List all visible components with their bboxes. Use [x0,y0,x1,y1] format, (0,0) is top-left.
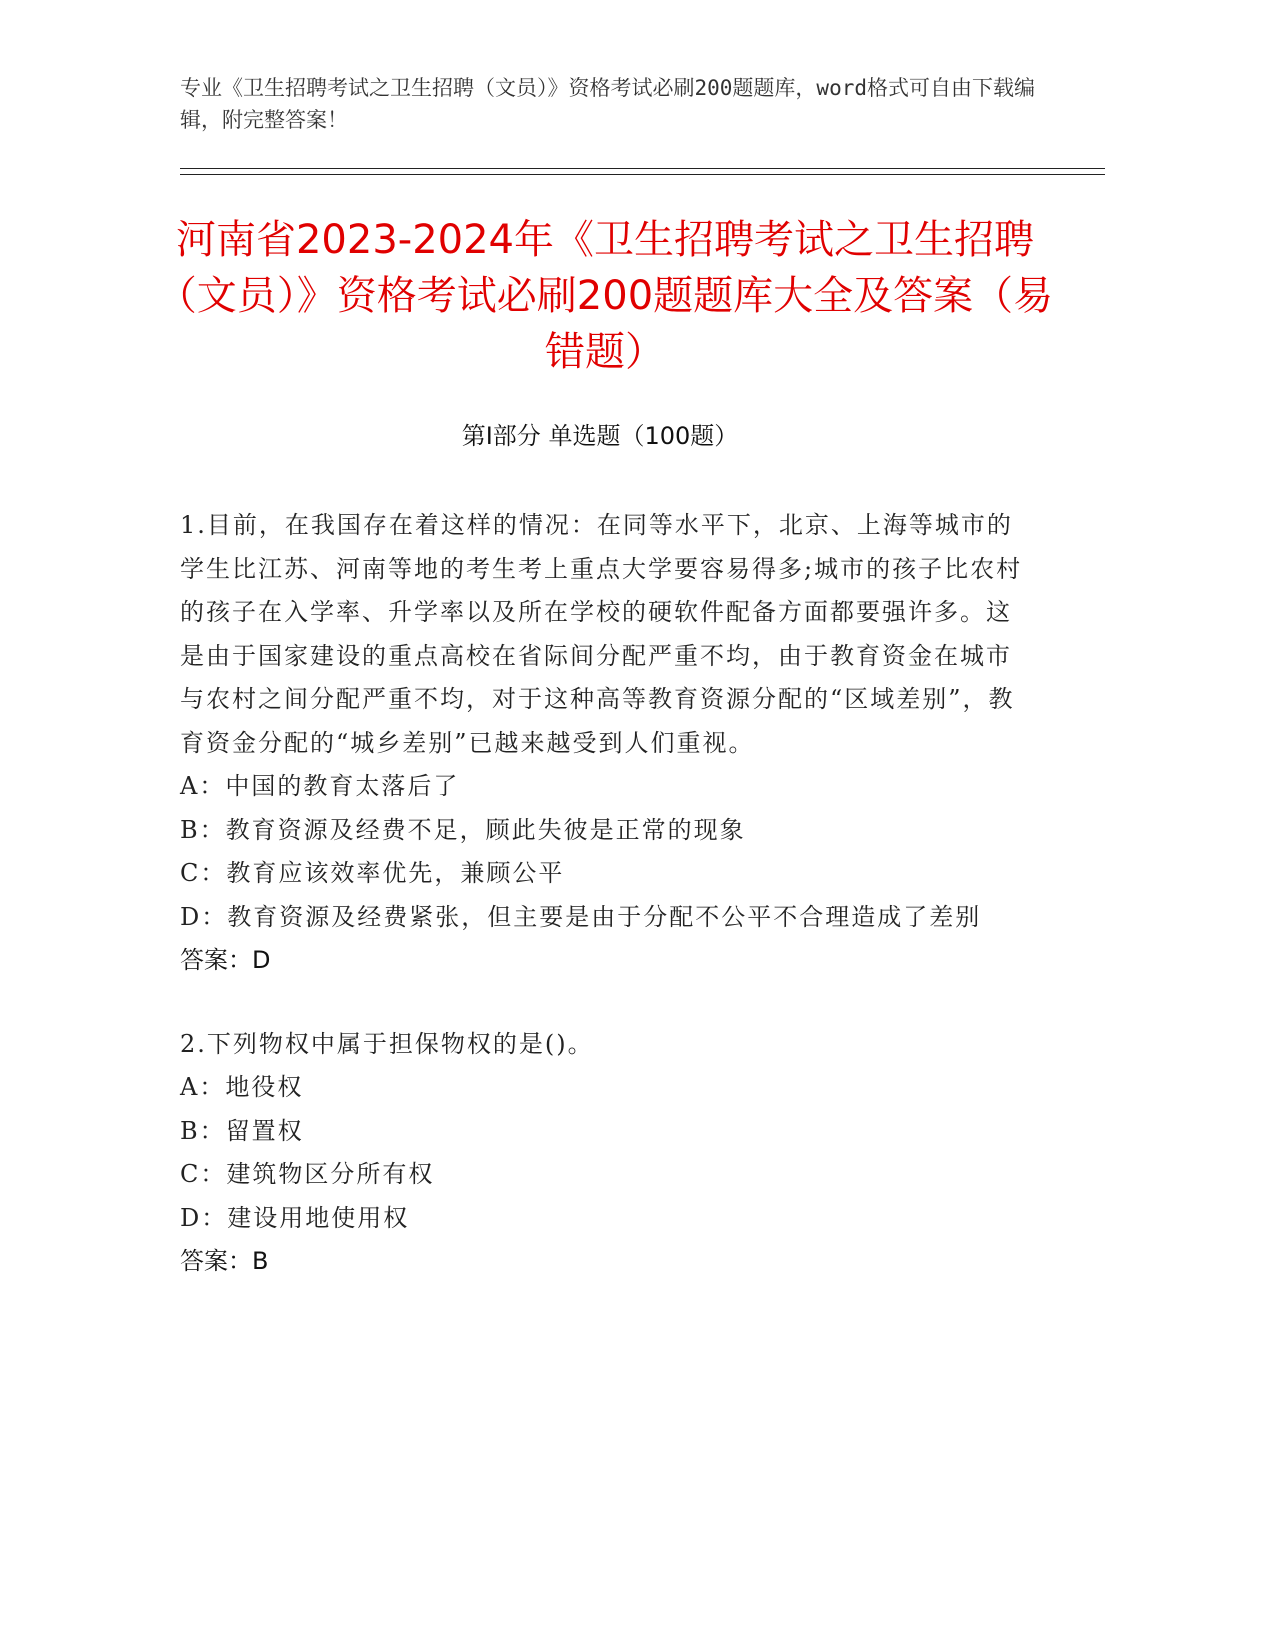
question-item [180,1023,1025,1284]
header-divider-bottom [180,174,1105,175]
header-divider-top [180,168,1105,169]
option-c: C：建筑物区分所有权 [180,1160,435,1188]
questions-list [180,504,1025,1324]
option-b: B：留置权 [180,1116,304,1145]
question-stem: 1.目前，在我国存在着这样的情况：在同等水平下，北京、上海等城市的学生比江苏、河南等地的考生考上重点大学要容易得多;城市的孩子比农村的孩子在入学率、升学率以及所在学校的硬软件配备方面都要强许多。这是由于国家建设的重点高校在省际间分配严重不均，由于教育资金在城市与农村之间分配严重不均，对于这种高等教育资源分配的“区域差别”，教育资金分配的“城乡差别”已越来越受到人们重视。 [180,511,1023,757]
header-note: 专业《卫生招聘考试之卫生招聘（文员）》资格考试必刷200题题库，word格式可自由下载编辑，附完整答案！ [180,76,1035,132]
option-d: D：建设用地使用权 [180,1203,410,1232]
option-a: A：地役权 [180,1073,304,1101]
question-item [180,504,1025,983]
section-title: 第Ⅰ部分 单选题（100题） [461,422,739,450]
document-title: 河南省2023-2024年《卫生招聘考试之卫生招聘（文员）》资格考试必刷200题题库大全及答案（易错题） [156,217,1054,375]
option-b: B：教育资源及经费不足，顾此失彼是正常的现象 [180,815,746,844]
option-a: A：中国的教育太落后了 [180,772,460,800]
answer-label: 答案：B [180,1247,269,1275]
question-stem: 2.下列物权中属于担保物权的是()。 [180,1029,594,1058]
answer-label: 答案：D [180,946,271,974]
option-d: D：教育资源及经费紧张，但主要是由于分配不公平不合理造成了差别 [180,902,982,931]
option-c: C：教育应该效率优先，兼顾公平 [180,859,565,887]
